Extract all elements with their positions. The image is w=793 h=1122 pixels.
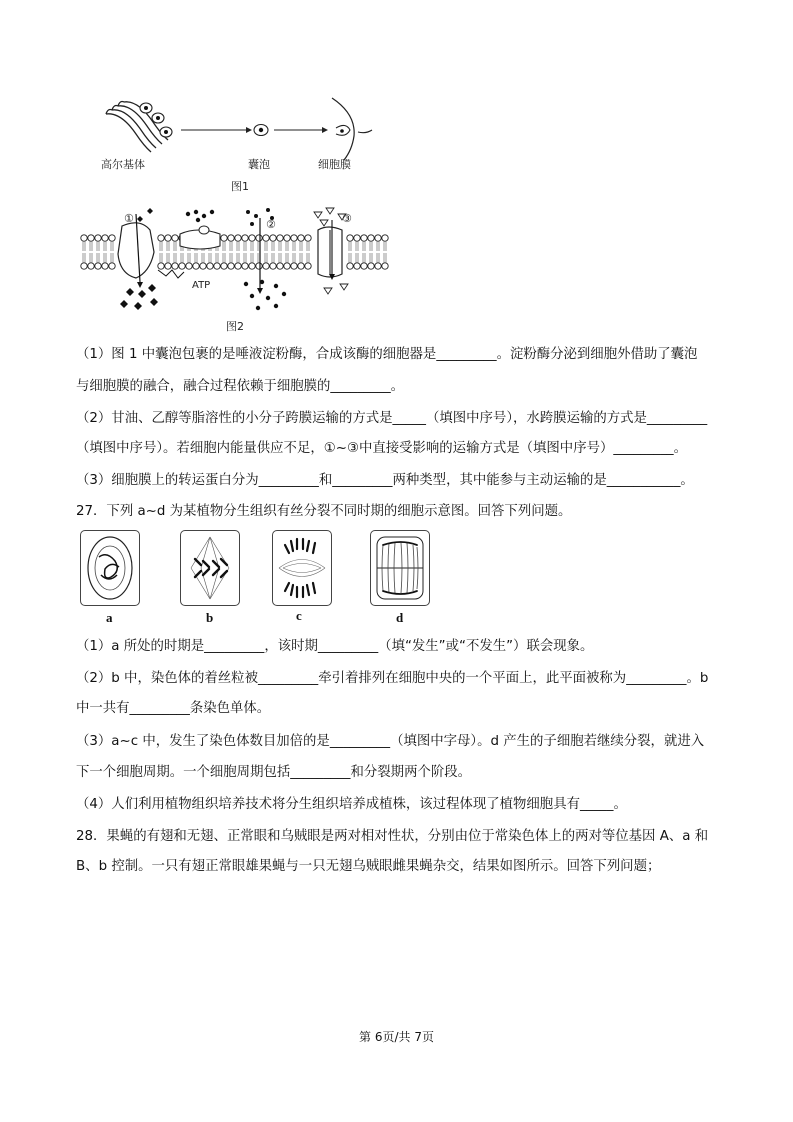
cell-d xyxy=(370,530,430,606)
lipid-head xyxy=(193,263,199,269)
lipid-head xyxy=(172,263,178,269)
atp-label: ATP xyxy=(192,280,211,291)
q27-part3-line2: 下一个细胞周期。一个细胞周期包括_________和分裂期两个阶段。 xyxy=(76,765,472,780)
golgi-label: 高尔基体 xyxy=(101,158,145,171)
cell-b-label: b xyxy=(206,610,214,625)
lipid-head xyxy=(221,263,227,269)
lipid-head xyxy=(270,235,276,241)
lipid-head xyxy=(207,263,213,269)
lipid-head xyxy=(88,263,94,269)
lipid-head xyxy=(109,235,115,241)
lipid-head xyxy=(228,263,234,269)
lipid-head xyxy=(305,235,311,241)
q27-part2-line2: 中一共有_________条染色单体。 xyxy=(76,701,271,716)
cell-c-drawing xyxy=(273,531,331,605)
lipid-head xyxy=(382,235,388,241)
cell-c xyxy=(272,530,332,606)
lipid-head xyxy=(95,263,101,269)
lipid-head xyxy=(347,235,353,241)
lipid-head xyxy=(263,235,269,241)
lipid-head xyxy=(200,263,206,269)
lipid-head xyxy=(235,235,241,241)
mitosis-figure xyxy=(78,528,438,628)
lipid-head xyxy=(361,263,367,269)
marker-3: ③ xyxy=(342,212,352,225)
cell-a-drawing xyxy=(81,531,139,605)
cell-d-label: d xyxy=(396,610,404,625)
lipid-head xyxy=(284,235,290,241)
lipid-head xyxy=(102,263,108,269)
lipid-head xyxy=(165,235,171,241)
marker-1: ① xyxy=(124,212,134,225)
lipid-head xyxy=(284,263,290,269)
lipid-head xyxy=(249,263,255,269)
lipid-head xyxy=(88,235,94,241)
lipid-head xyxy=(256,263,262,269)
cell-c-label: c xyxy=(296,608,302,623)
lipid-head xyxy=(242,263,248,269)
lipid-head xyxy=(228,235,234,241)
figure-2 xyxy=(80,204,390,334)
lipid-head xyxy=(305,263,311,269)
q27-part4: （4）人们利用植物组织培养技术将分生组织培养成植株，该过程体现了植物细胞具有_____。 xyxy=(76,797,627,812)
lipid-head xyxy=(277,235,283,241)
q28-line1: 28．果蝇的有翅和无翅、正常眼和乌贼眼是两对相对性状，分别由位于常染色体上的两对等位基因 A、a 和 xyxy=(76,829,709,844)
lipid-head xyxy=(354,235,360,241)
lipid-head xyxy=(291,263,297,269)
q27-part2-line1: （2）b 中，染色体的着丝粒被_________牵引着排列在细胞中央的一个平面上，此平面被称为_________。b xyxy=(76,671,709,686)
lipid-head xyxy=(158,263,164,269)
q26-part2-line1: （2）甘油、乙醇等脂溶性的小分子跨膜运输的方式是_____（填图中序号），水跨膜运输的方式是_________ xyxy=(76,411,708,426)
lipid-head xyxy=(270,263,276,269)
figure-2-caption: 图2 xyxy=(226,320,244,333)
lipid-head xyxy=(242,235,248,241)
figure-1 xyxy=(96,94,386,194)
lipid-head xyxy=(158,235,164,241)
lipid-head xyxy=(354,263,360,269)
lipid-head xyxy=(375,235,381,241)
vesicle-label: 囊泡 xyxy=(248,158,270,171)
lipid-head xyxy=(382,263,388,269)
figure-1-caption: 图1 xyxy=(231,180,249,193)
cell-b xyxy=(180,530,240,606)
lipid-head xyxy=(179,263,185,269)
q26-part2-line2: （填图中序号）。若细胞内能量供应不足，①~③中直接受影响的运输方式是（填图中序号）_________。 xyxy=(76,441,688,456)
membrane-label: 细胞膜 xyxy=(318,158,351,171)
q26-part1-line1: （1）图 1 中囊泡包裹的是唾液淀粉酶，合成该酶的细胞器是_________。淀粉酶分泌到细胞外借助了囊泡 xyxy=(76,347,698,362)
lipid-head xyxy=(361,235,367,241)
lipid-head xyxy=(221,235,227,241)
lipid-head xyxy=(375,263,381,269)
lipid-head xyxy=(186,263,192,269)
lipid-head xyxy=(263,263,269,269)
figure-1-drawing xyxy=(96,94,386,164)
lipid-head xyxy=(81,263,87,269)
lipid-head xyxy=(214,263,220,269)
lipid-head xyxy=(298,235,304,241)
lipid-head xyxy=(347,263,353,269)
q26-part3-line1: （3）细胞膜上的转运蛋白分为_________和_________两种类型，其中能参与主动运输的是___________。 xyxy=(76,473,694,488)
marker-2: ② xyxy=(266,218,276,231)
lipid-head xyxy=(256,235,262,241)
lipid-head xyxy=(81,235,87,241)
cell-b-drawing xyxy=(181,531,239,605)
q27-part1: （1）a 所处的时期是_________，该时期_________（填“发生”或“不发生”）联会现象。 xyxy=(76,639,594,654)
q27-part3-line1: （3）a~c 中，发生了染色体数目加倍的是_________（填图中字母）。d 产生的子细胞若继续分裂，就进入 xyxy=(76,734,705,749)
lipid-head xyxy=(95,235,101,241)
lipid-head xyxy=(102,235,108,241)
cell-a-label: a xyxy=(106,610,113,625)
lipid-head xyxy=(368,235,374,241)
q28-line2: B、b 控制。一只有翅正常眼雄果蝇与一只无翅乌贼眼雌果蝇杂交，结果如图所示。回答下列问题； xyxy=(76,859,661,874)
lipid-head xyxy=(298,263,304,269)
lipid-head xyxy=(235,263,241,269)
cell-d-drawing xyxy=(371,531,429,605)
cell-a xyxy=(80,530,140,606)
lipid-head xyxy=(172,235,178,241)
lipid-head xyxy=(277,263,283,269)
page-footer: 第 6页/共 7页 xyxy=(359,1030,434,1044)
lipid-head xyxy=(249,235,255,241)
lipid-head xyxy=(291,235,297,241)
q27-stem: 27．下列 a~d 为某植物分生组织有丝分裂不同时期的细胞示意图。回答下列问题。 xyxy=(76,504,572,519)
lipid-head xyxy=(109,263,115,269)
lipid-head xyxy=(368,263,374,269)
lipid-head xyxy=(165,263,171,269)
q26-part1-line2: 与细胞膜的融合，融合过程依赖于细胞膜的_________。 xyxy=(76,379,405,394)
